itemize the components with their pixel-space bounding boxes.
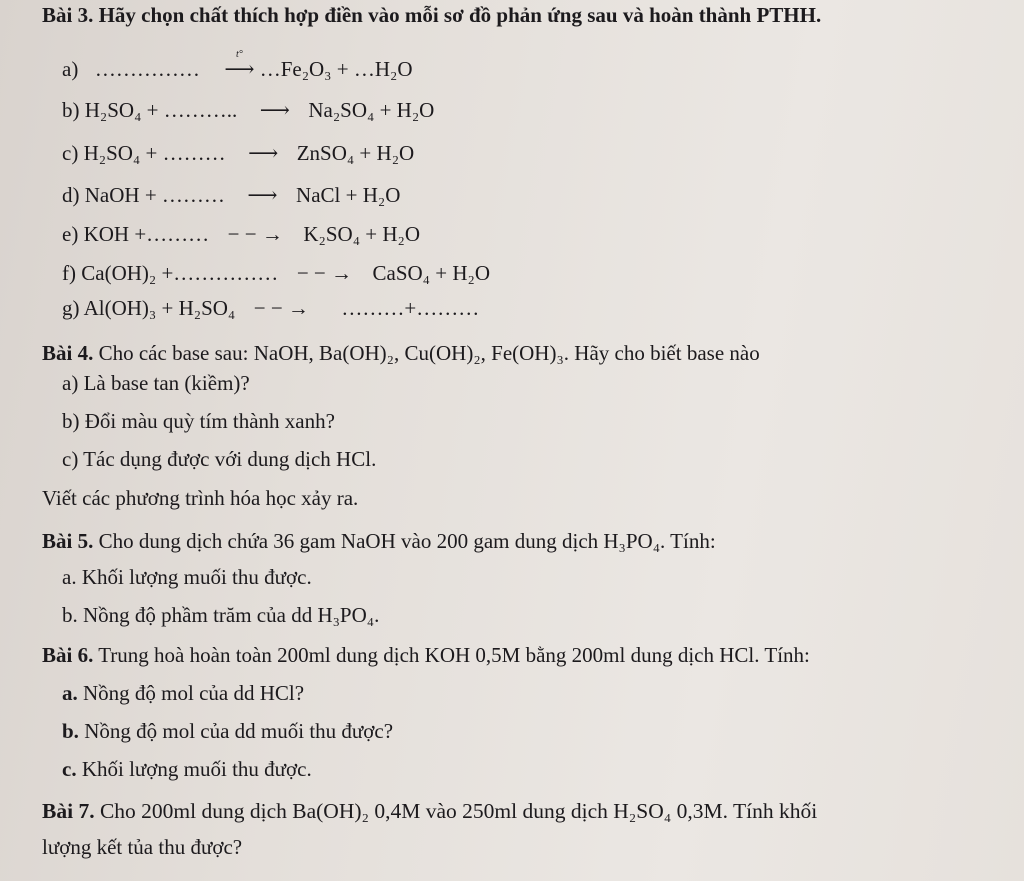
bai6-item-c (62, 756, 312, 782)
reaction-a (62, 49, 413, 82)
bai3-title: Bài 3. (42, 3, 94, 27)
reaction-right: ………+……… (341, 296, 480, 320)
reaction-left: Al(OH)₃ + H₂SO₄ (83, 296, 236, 320)
bai4-item-a: a) Là base tan (kiềm)? (62, 371, 250, 395)
reaction-right: …Fe₂O₃ + …H₂O (259, 57, 413, 81)
reaction-c (62, 140, 414, 166)
reaction-right: CaSO₄ + H₂O (372, 261, 490, 285)
reaction-left: H₂SO₄ + ……… (83, 141, 226, 165)
item-label: c. (62, 757, 77, 781)
reaction-right: K₂SO₄ + H₂O (303, 222, 421, 246)
reaction-arrow: − − → (227, 222, 283, 246)
reaction-f (62, 260, 490, 286)
reaction-arrow: ⟶ (259, 98, 290, 122)
bai5-heading (42, 528, 716, 554)
bai7-title: Bài 7. (42, 799, 95, 823)
reaction-label: f) (62, 261, 76, 285)
reaction-e (62, 221, 420, 247)
bai4-item-c: c) Tác dụng được với dung dịch HCl. (62, 447, 377, 471)
reaction-label: d) (62, 183, 80, 207)
reaction-label: e) (62, 222, 79, 246)
bai5-title: Bài 5. (42, 529, 94, 553)
reaction-d (62, 182, 400, 208)
item-label: b. (62, 719, 79, 743)
bai7-line2: lượng kết tủa thu được? (42, 835, 243, 859)
item-text: Nồng độ mol của dd muối thu được? (84, 719, 394, 743)
reaction-arrow: t° ⟶ (224, 56, 254, 82)
bai4-footer: Viết các phương trình hóa học xảy ra. (42, 486, 359, 510)
reaction-label: g) (62, 296, 80, 320)
reaction-right: ZnSO₄ + H₂O (296, 141, 415, 165)
reaction-arrow: − − → (253, 296, 309, 320)
item-label: a. (62, 681, 78, 705)
reaction-arrow: ⟶ (248, 141, 279, 165)
bai6-heading (42, 642, 810, 668)
bai6-item-a (62, 680, 304, 706)
bai7-line1: Cho 200ml dung dịch Ba(OH)₂ 0,4M vào 250ml dung dịch H₂SO₄ 0,3M. Tính khối (99, 799, 818, 823)
reaction-right: Na₂SO₄ + H₂O (308, 98, 435, 122)
reaction-b (62, 97, 434, 123)
bai6-item-b (62, 718, 393, 744)
bai6-title: Bài 6. (42, 643, 94, 667)
bai3-intro: Hãy chọn chất thích hợp điền vào mỗi sơ đồ phản ứng sau và hoàn thành PTHH. (98, 3, 822, 27)
bai4-intro: Cho các base sau: NaOH, Ba(OH)₂, Cu(OH)₂, Fe(OH)₃. Hãy cho biết base nào (98, 341, 760, 365)
reaction-left: H₂SO₄ + ……….. (84, 98, 238, 122)
bai4-item-b: b) Đổi màu quỳ tím thành xanh? (62, 409, 335, 433)
item-text: Khối lượng muối thu được. (81, 757, 312, 781)
bai5-item-b: b. Nồng độ phầm trăm của dd H₃PO₄. (62, 603, 380, 627)
reaction-label: c) (62, 141, 79, 165)
bai4-heading (42, 340, 760, 366)
reaction-label: b) (62, 98, 80, 122)
reaction-g (62, 295, 479, 321)
bai6-intro: Trung hoà hoàn toàn 200ml dung dịch KOH 0,5M bằng 200ml dung dịch HCl. Tính: (98, 643, 810, 667)
bai5-intro: Cho dung dịch chứa 36 gam NaOH vào 200 gam dung dịch H₃PO₄. Tính: (98, 529, 716, 553)
bai4-title: Bài 4. (42, 341, 94, 365)
arrow-label: t° (235, 49, 243, 60)
reaction-arrow: ⟶ (247, 183, 278, 207)
reaction-left: KOH +……… (83, 222, 210, 246)
reaction-label: a) (62, 57, 79, 81)
bai5-item-a: a. Khối lượng muối thu được. (62, 565, 312, 589)
item-text: Nồng độ mol của dd HCl? (83, 681, 305, 705)
bai3-heading (42, 2, 821, 28)
reaction-left: …………… (94, 57, 200, 81)
reaction-right: NaCl + H₂O (296, 183, 401, 207)
reaction-arrow: − − → (296, 261, 352, 285)
reaction-left: Ca(OH)₂ +…………… (81, 261, 279, 285)
reaction-left: NaOH + ……… (84, 183, 225, 207)
bai7-heading (42, 798, 817, 824)
